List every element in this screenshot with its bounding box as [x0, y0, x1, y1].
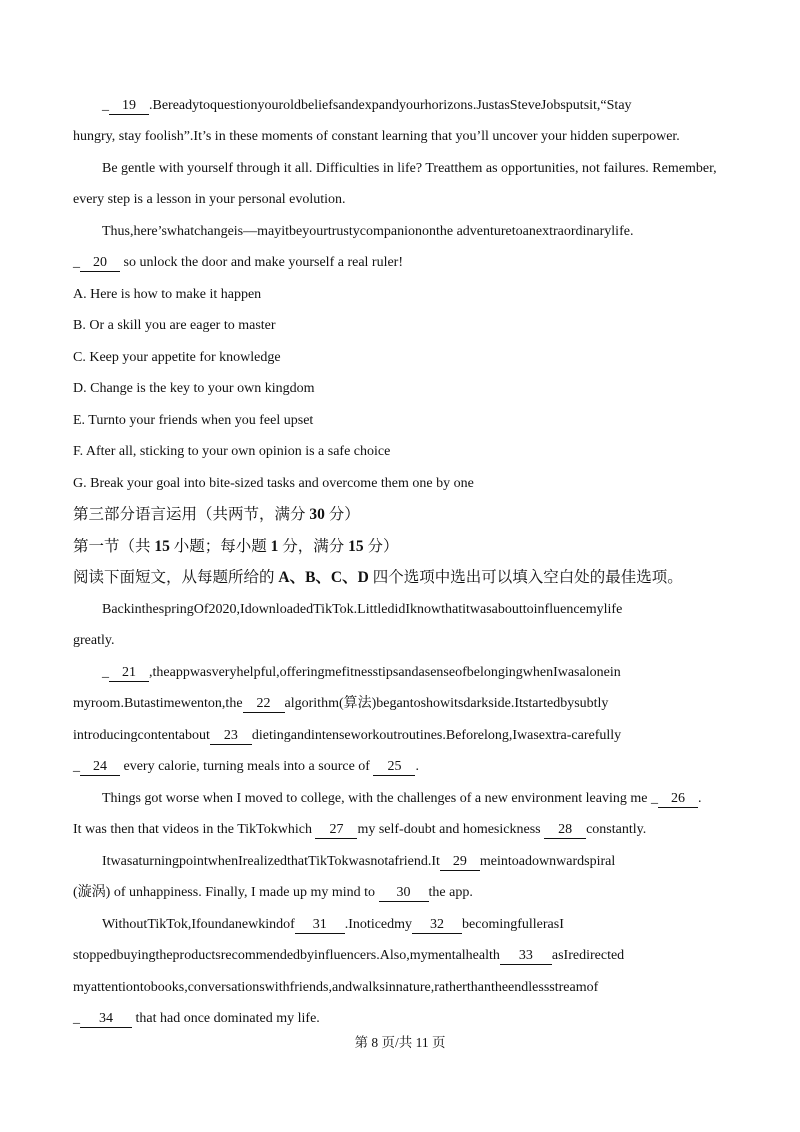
blank-31: 31: [295, 917, 345, 934]
text-line: BackinthespringOf2020,IdownloadedTikTok.LittledidIknowthatitwasabouttoinfluencemylife: [102, 602, 623, 617]
text-line: (漩涡) of unhappiness. Finally, I made up my mind to 30 the app.: [73, 885, 473, 900]
text-line: myattentiontobooks,conversationswithfriends,andwalksinnature,ratherthantheendlessstreamof: [73, 980, 599, 995]
blank-23: 23: [210, 728, 252, 745]
section-heading: 第三部分语言运用（共两节，满分 30 分）: [73, 506, 360, 523]
text-line: hungry, stay foolish”.It’s in these moments of constant learning that you’ll uncover your hidden superpower.: [73, 129, 680, 144]
blank-21: 21: [109, 665, 149, 682]
option-a: A. Here is how to make it happen: [73, 287, 262, 302]
text-line: _ 20 so unlock the door and make yourself a real ruler!: [73, 255, 404, 270]
blank-29: 29: [440, 854, 480, 871]
blank-34: 34: [80, 1011, 132, 1028]
text-line: _ 34 that had once dominated my life.: [73, 1011, 320, 1026]
text-line: greatly.: [73, 633, 115, 648]
page-footer: 第 8 页/共 11 页: [354, 1035, 446, 1050]
blank-25: 25: [373, 759, 415, 776]
blank-32: 32: [412, 917, 462, 934]
text-line: It was then that videos in the TikTokwhich 27 my self-doubt and homesickness 28 constantly.: [73, 822, 647, 837]
option-g: G. Break your goal into bite-sized tasks and overcome them one by one: [73, 476, 474, 491]
text-line: Things got worse when I moved to college, with the challenges of a new environment leaving me _ 26 .: [102, 791, 702, 806]
instructions: 阅读下面短文，从每题所给的 A、B、C、D 四个选项中选出可以填入空白处的最佳选项。: [73, 569, 683, 586]
option-f: F. After all, sticking to your own opinion is a safe choice: [73, 444, 391, 459]
option-c: C. Keep your appetite for knowledge: [73, 350, 281, 365]
blank-22: 22: [243, 696, 285, 713]
blank-26: 26: [658, 791, 698, 808]
text-line: Thus,here’swhatchangeis—mayitbeyourtrustycompaniononthe adventuretoanextraordinarylife.: [102, 224, 634, 239]
blank-33: 33: [500, 948, 552, 965]
blank-19: 19: [109, 98, 149, 115]
text-line: _ 24 every calorie, turning meals into a source of 25 .: [73, 759, 419, 774]
text-segment: .Bereadytoquestionyouroldbeliefsandexpandyourhorizons.JustasSteveJobsputsit,“Stay: [149, 98, 632, 113]
text-line: WithoutTikTok,Ifoundanewkindof 31 .Inoticedmy 32 becomingfullerasI: [102, 917, 564, 932]
text-segment: so unlock the door and make yourself a real ruler!: [123, 255, 404, 270]
option-b: B. Or a skill you are eager to master: [73, 318, 276, 333]
blank-24: 24: [80, 759, 120, 776]
text-line: Be gentle with yourself through it all. Difficulties in life? Treatthem as opportunities, not failures. Remember,: [102, 161, 717, 176]
option-e: E. Turnto your friends when you feel upset: [73, 413, 314, 428]
blank-28: 28: [544, 822, 586, 839]
subsection-heading: 第一节（共 15 小题；每小题 1 分，满分 15 分）: [73, 538, 399, 555]
text-line: myroom.Butastimewenton,the 22 algorithm(算法)begantoshowitsdarkside.Itstartedbysubtly: [73, 696, 609, 711]
blank-20: 20: [80, 255, 120, 272]
text-line: ItwasaturningpointwhenIrealizedthatTikTokwasnotafriend.It 29 meintoadownwardspiral: [102, 854, 616, 869]
text-line: _ 21 ,theappwasveryhelpful,offeringmefitnesstipsandasenseofbelongingwhenIwasalonein: [102, 665, 621, 680]
text-line: stoppedbuyingtheproductsrecommendedbyinfluencers.Also,mymentalhealth 33 asIredirected: [73, 948, 625, 963]
text-line: _ 19 .Bereadytoquestionyouroldbeliefsandexpandyourhorizons.JustasSteveJobsputsit,“Stay: [102, 98, 632, 113]
text-line: every step is a lesson in your personal evolution.: [73, 192, 346, 207]
text-line: introducingcontentabout 23 dietingandintenseworkoutroutines.Beforelong,Iwasextra-carefully: [73, 728, 622, 743]
blank-27: 27: [315, 822, 357, 839]
blank-30: 30: [379, 885, 429, 902]
option-d: D. Change is the key to your own kingdom: [73, 381, 315, 396]
